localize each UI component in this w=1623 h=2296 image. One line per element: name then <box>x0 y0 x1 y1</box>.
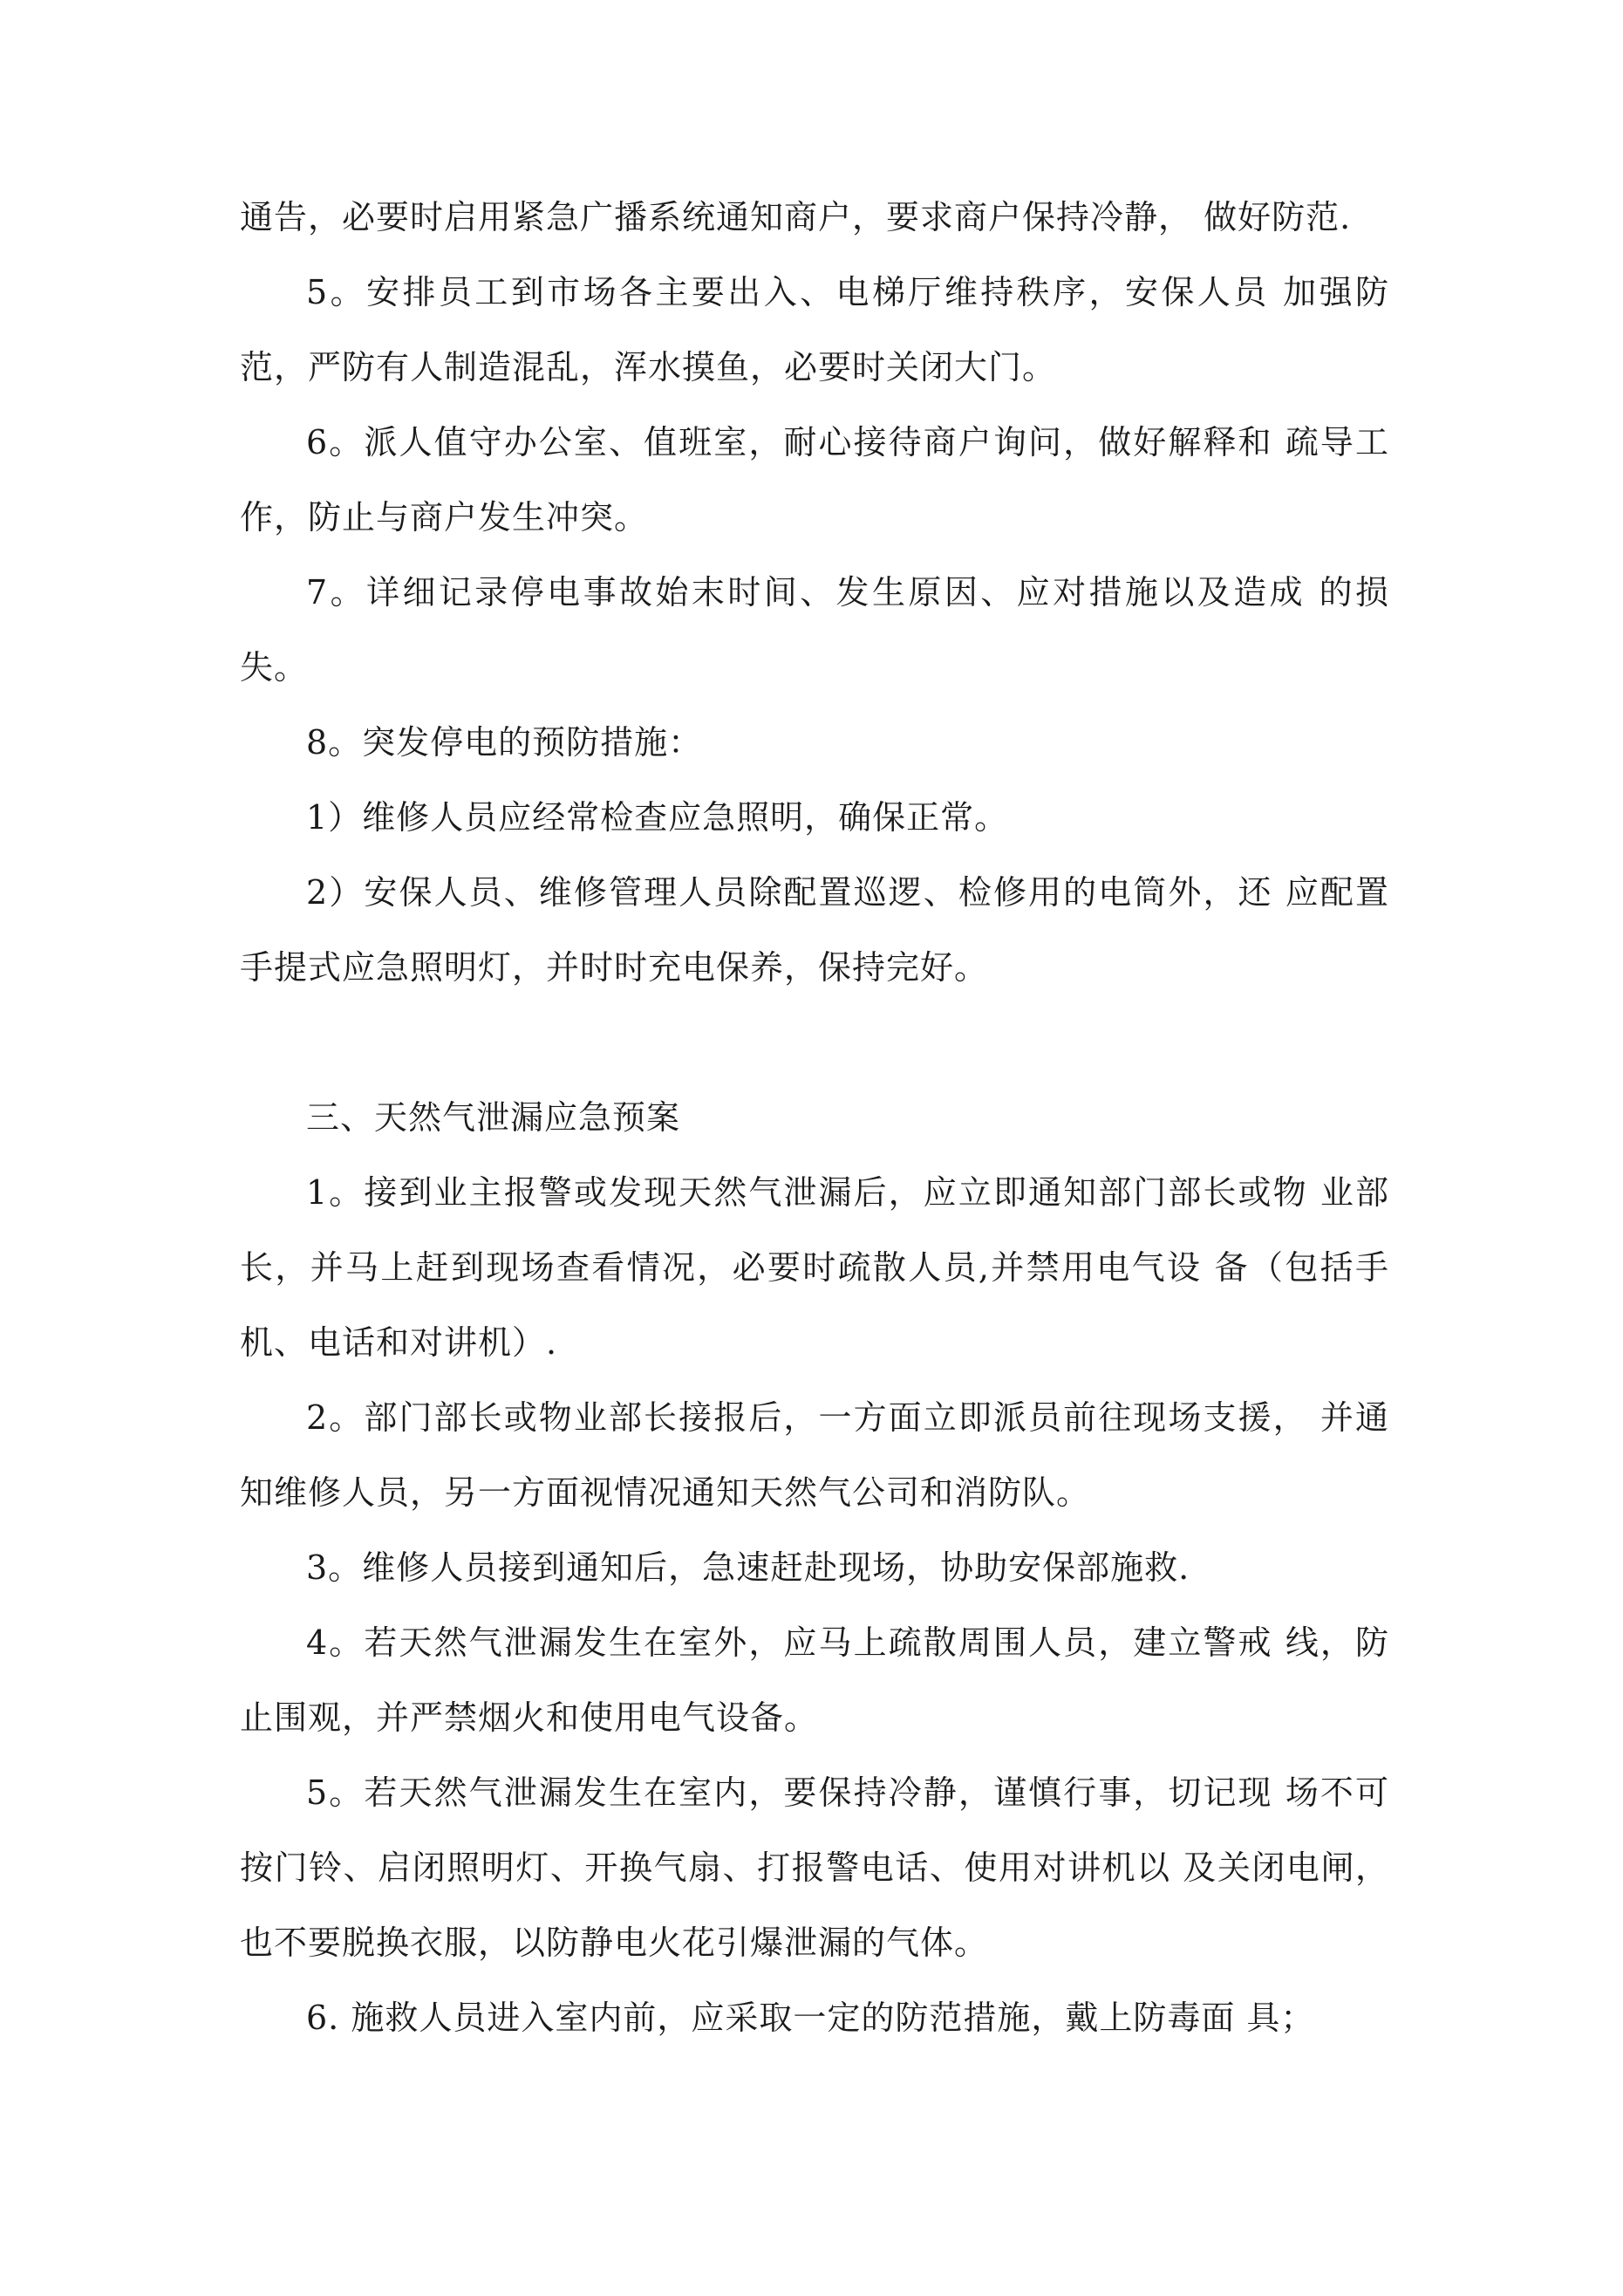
paragraph-item-5: 5。安排员工到市场各主要出入、电梯厅维持秩序，安保人员 加强防范，严防有人制造混乱，浑水摸鱼，必要时关闭大门。 <box>240 273 1389 386</box>
section-heading: 三、天然气泄漏应急预案 <box>306 1098 681 1137</box>
section-item-6: 6. 施救人员进入室内前，应采取一定的防范措施，戴上防毒面 具； <box>306 1999 1315 2037</box>
section-spacer <box>240 1005 1389 1080</box>
paragraph-item-6: 6。派人值守办公室、值班室，耐心接待商户询问，做好解释和 疏导工作，防止与商户发生冲突。 <box>240 423 1389 536</box>
paragraph-subitem-1: 1）维修人员应经常检查应急照明，确保正常。 <box>306 798 1009 837</box>
paragraph-subitem-2: 2）安保人员、维修管理人员除配置巡逻、检修用的电筒外，还 应配置手提式应急照明灯，并时时充电保养，保持完好。 <box>240 873 1389 987</box>
section-item-3: 3。维修人员接到通知后，急速赶赴现场，协助安保部施救. <box>306 1548 1190 1587</box>
paragraph-item-7: 7。详细记录停电事故始末时间、发生原因、应对措施以及造成 的损失。 <box>240 573 1389 687</box>
paragraph-continuation: 通告，必要时启用紧急广播系统通知商户，要求商户保持冷静， 做好防范. <box>240 198 1352 236</box>
document-body <box>240 180 1389 2055</box>
section-item-2: 2。部门部长或物业部长接报后，一方面立即派员前往现场支援， 并通知维修人员，另一方面视情况通知天然气公司和消防队。 <box>240 1398 1389 1512</box>
section-item-4: 4。若天然气泄漏发生在室外，应马上疏散周围人员，建立警戒 线，防止围观，并严禁烟火和使用电气设备。 <box>240 1623 1389 1737</box>
paragraph-item-8: 8。突发停电的预防措施： <box>306 723 703 762</box>
section-item-5: 5。若天然气泄漏发生在室内，要保持冷静，谨慎行事，切记现 场不可按门铃、启闭照明灯、开换气扇、打报警电话、使用对讲机以 及关闭电闸，也不要脱换衣服，以防静电火花引爆泄漏的气体。 <box>240 1773 1389 1962</box>
section-item-1: 1。接到业主报警或发现天然气泄漏后，应立即通知部门部长或物 业部长，并马上赶到现场查看情况，必要时疏散人员,并禁用电气设 备（包括手机、电话和对讲机）. <box>240 1173 1389 1362</box>
